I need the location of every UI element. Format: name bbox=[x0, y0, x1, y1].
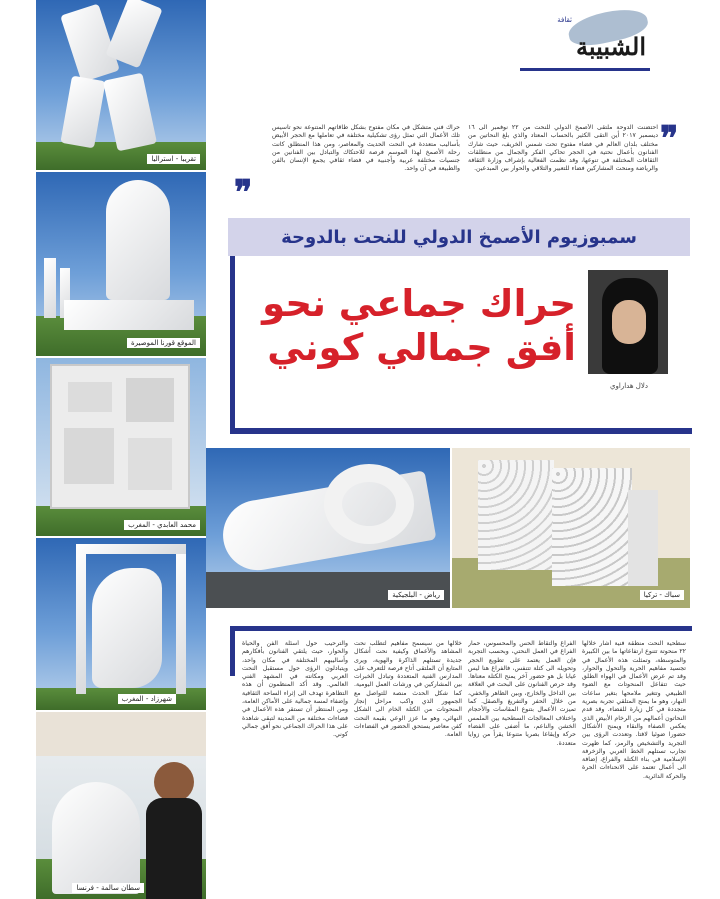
photo-caption: تقريبا - استراليا bbox=[147, 154, 200, 164]
author-portrait bbox=[586, 268, 670, 376]
photo-caption: الموقع قورنا الموصيرة bbox=[127, 338, 200, 348]
photo-caption: شهرزاد - المغرب bbox=[118, 694, 176, 704]
author-caption: دلال هداراوي bbox=[610, 382, 648, 390]
photo-caption: رياض - البلجيكية bbox=[388, 590, 444, 600]
body-column: الفراغ والتقاط الحس والمحسوس، حمار الفراغ في العمل النحتي، وبحسب التجربة فإن العمل يعتمد على تطويع الحجر وتحويله الى كتلة تتنفس، فالفراغ هنا ليس غيابا بل هو حضور آخر يمنح الكتلة معناها. وقد حرص الفنانون على البحث في العلاقة بين الداخل والخارج، وبين الظاهر والخفي، من خلال الحفر والتفريغ والصقل. كما تميزت الأعمال بتنوع المقاسات والأحجام واختلاف المعالجات السطحية بين الملمس الخشن والناعم، ما أضفى على الفضاء حركة وإيقاعا بصريا متنوعا يقرأ من زوايا متعددة. bbox=[468, 640, 576, 747]
photo-sculpture-frame-face bbox=[36, 538, 206, 710]
headline-line: حراك جماعي نحو bbox=[262, 282, 576, 325]
quote-mark-right: ❞ bbox=[660, 119, 679, 159]
photo-sculpture-veiled-figure bbox=[36, 172, 206, 356]
section-label: ثقافة bbox=[557, 16, 572, 24]
photo-caption: سباك - تركيا bbox=[640, 590, 684, 600]
masthead-logo bbox=[508, 8, 656, 78]
headline bbox=[246, 282, 576, 392]
body-rule-top bbox=[230, 626, 692, 631]
intro-column: احتضنت الدوحة ملتقى الأصمخ الدولي للنحت من ٢٢ نوفمبر الى ١٦ ديسمبر ٢٠١٧ أين التقى الكثير بالحساب المعتاد والذي بلغ النحاتين من مختلف بلدان العالم في فضاء مفتوح تحت شمس الخريف، حيث شارك الفنانون بأعمال نحتية في الحجر تحاكي الفكر والجمال من منطلقات الثقافات المختلفة في تنوعها، وقد نظمت الفعالية بإشراف وزارة الثقافة والرياضة ومنحت المشاركين فضاء للتعبير والتلاقي والحوار بين المبدعين. bbox=[468, 124, 658, 173]
body-column: سطحية النحت منطقة فنية أشار خلالها ٢٢ منحوتة تتنوع ارتفاعاتها ما بين الكبيرة والمتوسطة، وتمثلت هذه الأعمال في تجسيد مفاهيم الحرية والتحول والحوار، وقد تم عرض الأعمال في الهواء الطلق حيث تتفاعل المنحوتات مع الضوء الطبيعي وتتغير ملامحها بتغير ساعات النهار، وهو ما يمنح المتلقي تجربة بصرية متجددة في كل زيارة للفضاء. وقد قدم النحاتون أعمالهم من الرخام الأبيض الذي يعكس الصفاء والنقاء ويمنح الأشكال حضورا ضوئيا لافتا. وتعددت الرؤى بين التجريد والتشخيص والرمز، كما ظهرت تجارب تستلهم الخط العربي والزخرفة الإسلامية في بناء الكتلة والفراغ، إضافة الى أعمال تعتمد على الانحناءات الحرة والحركة الدائرية. bbox=[582, 640, 686, 780]
frame-rule-horizontal bbox=[230, 428, 692, 434]
body-column: والترحيب حول أسئلة الفن والحياة والحوار، حيث يلتقي الفنانون بأفكارهم وأساليبهم المختلفة في مكان واحد، ويتبادلون الرؤى حول مستقبل النحت العربي ومكانته في المشهد الفني العالمي. وقد أكد المنظمون أن هذه التظاهرة تهدف الى إثراء الساحة الثقافية وإضفاء لمسة جمالية على الأماكن العامة، ومن المنتظر أن تستقر هذه الأعمال في فضاءات مختلفة من المدينة لتبقى شاهدة على هذا الحراك الجماعي نحو أفق جمالي كوني. bbox=[242, 640, 348, 739]
photo-sculpture-australia bbox=[36, 0, 206, 170]
photo-caption: محمد العابدي - المغرب bbox=[124, 520, 200, 530]
quote-mark-left: ❞ bbox=[234, 173, 253, 213]
intro-column: حراك فني متشكل في مكان مفتوح بشكل طاقاتهم المتنوعة نحو تأسيس تلك الأعمال التي تمثل رؤى تشكيلية مختلفة في تعاملها مع الحجر الأبيض بأساليب متعددة في النحت الحديث والمعاصر، ومن هذا المنطلق كانت رحلة الأصمخ لهذا الموسم فرصة للاحتكاك والتبادل بين الفنانين من جنسيات مختلفة عربية وأجنبية في فضاء ثقافي يجمع الإنسان بالفن والطبيعة في آن واحد. bbox=[272, 124, 460, 173]
body-column: خلالها من سيسمح مفاهيم لتطلب نحت المشاهد والأعماق وكيفية نحت أشكال جديدة تستلهم الذاكرة والهوية، ويرى المتابع أن الملتقى أتاح فرصة للتعرف على المدارس الفنية المتعددة وتبادل الخبرات بين المشاركين في ورشات العمل اليومية. كما شكل الحدث منصة للتواصل مع الجمهور الذي واكب مراحل إنجاز المنحوتات من الكتلة الخام الى الشكل النهائي، وهو ما عزز الوعي بقيمة النحت كفن معاصر يستحق الحضور في الفضاءات العامة. bbox=[354, 640, 462, 739]
photo-caption: سطان سالمة - فرنسا bbox=[72, 883, 144, 893]
article-subtitle: سمبوزيوم الأصمخ الدولي للنحت بالدوحة bbox=[228, 218, 690, 256]
body-rule-side bbox=[230, 626, 235, 676]
photo-sculpture-calligraphy-blocks bbox=[36, 358, 206, 536]
headline-line: أفق جمالي كوني bbox=[267, 326, 576, 369]
photo-sculpture-perforated-blocks bbox=[452, 448, 690, 608]
masthead-rule bbox=[520, 68, 650, 71]
logo-text: الشبيبة bbox=[576, 32, 646, 61]
photo-sculpture-curl bbox=[206, 448, 450, 608]
frame-rule-vertical bbox=[230, 256, 235, 432]
photo-sculptor-portrait bbox=[36, 712, 206, 899]
